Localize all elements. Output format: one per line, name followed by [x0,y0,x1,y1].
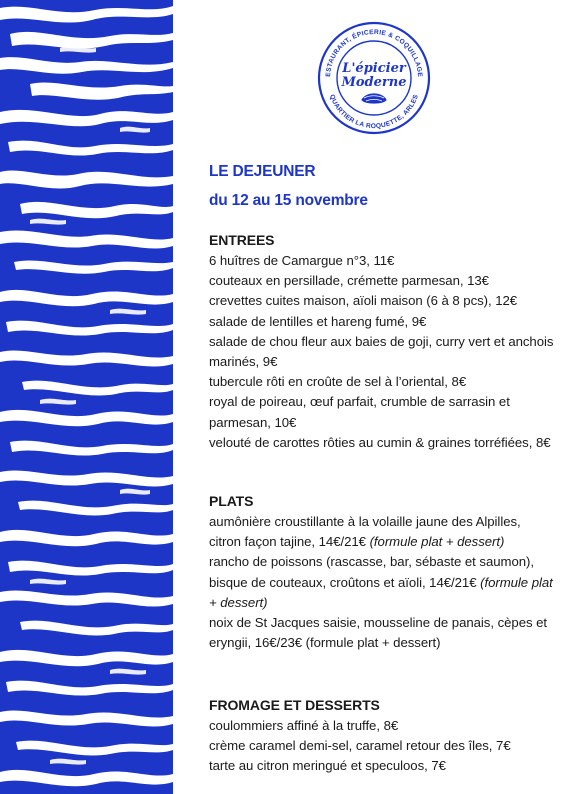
menu-dates: du 12 au 15 novembre [209,192,368,209]
oyster-icon [362,94,386,103]
menu-item: couteaux en persillade, crémette parmesan, 13€ [209,273,489,289]
menu-item: salade de lentilles et hareng fumé, 9€ [209,313,427,329]
svg-text:L'épicier: L'épicier [342,61,406,76]
menu-item: 6 huîtres de Camargue n°3, 11€ [209,253,395,268]
menu-item [209,613,554,653]
section-title-desserts: FROMAGE ET DESSERTS [209,697,380,713]
logo-ring-top-text: ESTAURANT, ÉPICERIE & COQUILLAGE [324,28,424,78]
section-entrees [209,230,554,453]
decorative-wave-pattern [0,0,173,794]
restaurant-logo [316,20,432,136]
menu-item-text: aumônière croustillante à la volaille jaune des Alpilles, citron façon tajine, 14€/21€ [209,514,521,550]
menu-header [209,157,368,215]
menu-item: royal de poireau, œuf parfait, crumble de sarrasin et parmesan, 10€ [209,394,510,430]
menu-item: velouté de carottes rôties au cumin & graines torréfiées, 8€ [209,434,551,450]
section-title-plats: PLATS [209,493,254,509]
section-plats [209,491,554,653]
menu-item: salade de chou fleur aux baies de goji, curry vert et anchois marinés, 9€ [209,333,554,370]
menu-item: crème caramel demi-sel, caramel retour des îles, 7€ [209,738,511,754]
menu-item-note: (formule plat + dessert) [369,534,505,550]
logo-ring-bottom-text: QUARTIER LA ROQUETTE, ARLES [328,93,420,131]
menu-item: crevettes cuites maison, aïoli maison (6 à 8 pcs), 12€ [209,293,518,309]
section-title-entrees: ENTREES [209,232,275,248]
menu-item-text: rancho de poissons (rascasse, bar, sébaste et saumon), bisque de couteaux, croûtons et aïoli, 14€/21€ [209,554,534,590]
section-desserts [209,695,554,777]
menu-item [209,512,554,552]
menu-item: tubercule rôti en croûte de sel à l’oriental, 8€ [209,374,467,390]
svg-text:Moderne: Moderne [341,75,407,90]
menu-title: LE DEJEUNER [209,163,316,180]
menu-item: tarte au citron meringué et speculoos, 7€ [209,758,446,774]
menu-item: coulommiers affiné à la truffe, 8€ [209,718,399,733]
menu-item [209,552,554,613]
menu-item-text: noix de St Jacques saisie, mousseline de panais, cèpes et eryngii, 16€/23€ (formule plat + dessert) [209,615,548,651]
menu-item-note: (formule plat + dessert) [209,574,553,610]
